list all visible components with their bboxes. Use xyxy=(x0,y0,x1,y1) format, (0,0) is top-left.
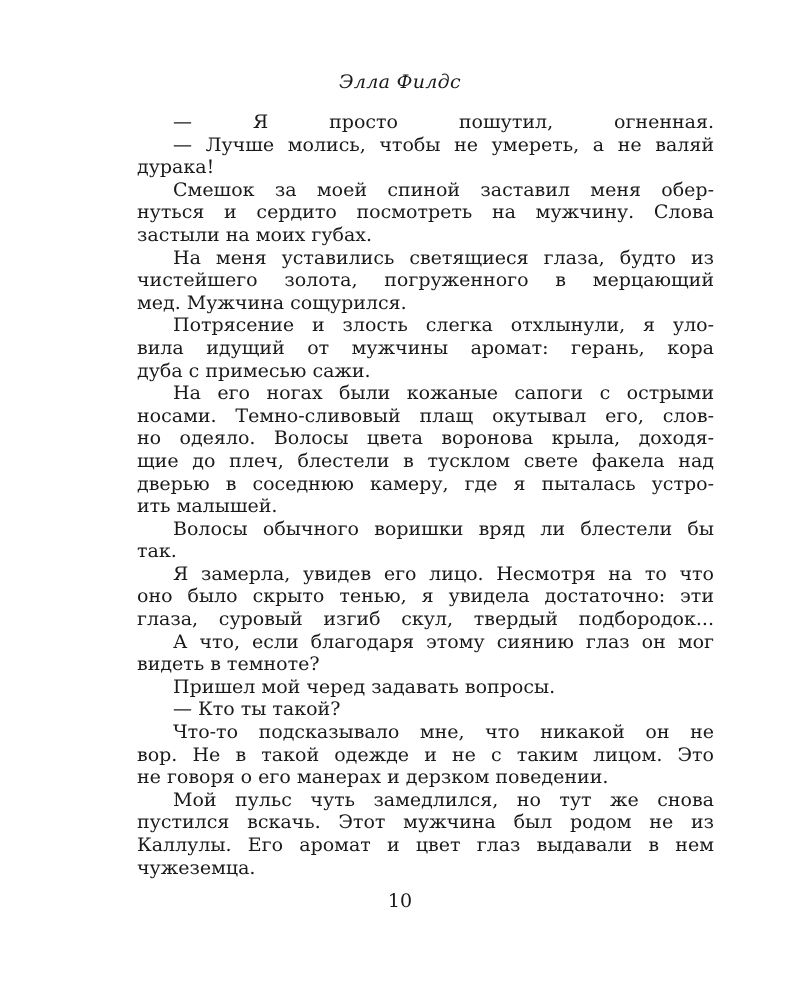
text-line: оно было скрыто тенью, я увидела достаточно: эти xyxy=(137,585,714,608)
text-line: вила идущий от мужчины аромат: герань, кора xyxy=(137,336,714,359)
text-line: — Кто ты такой? xyxy=(173,698,341,721)
text-line: — Лучше молись, чтобы не умереть, а не валяй xyxy=(173,133,714,156)
text-line: — Я просто пошутил, огненная. xyxy=(173,111,714,133)
text-line: На его ногах были кожаные сапоги с острыми xyxy=(173,382,714,405)
text-line: глаза, суровый изгиб скул, твердый подбородок... xyxy=(137,608,714,631)
text-line: видеть в темноте? xyxy=(137,653,320,676)
text-line: Смешок за моей спиной заставил меня обер- xyxy=(173,178,714,201)
text-line: дурака! xyxy=(137,156,215,179)
text-line: дверью в соседнюю камеру, где я пыталась устро- xyxy=(137,472,714,495)
text-line: чужеземца. xyxy=(137,856,256,879)
text-line: Потрясение и злость слегка отхлынули, я уло- xyxy=(173,314,714,337)
text-line: пустился вскачь. Этот мужчина был родом не из xyxy=(137,811,714,834)
text-line: носами. Темно-сливовый плащ окутывал его, слов- xyxy=(137,404,714,427)
text-line: На меня уставились светящиеся глаза, будто из xyxy=(173,246,714,269)
text-line: застыли на моих губах. xyxy=(137,223,373,246)
page-number: 10 xyxy=(387,890,413,912)
text-line: Что-то подсказывало мне, что никакой он не xyxy=(173,721,714,744)
text-line: щие до плеч, блестели в тусклом свете факела над xyxy=(137,449,714,472)
text-line: но одеяло. Волосы цвета воронова крыла, доходя- xyxy=(137,427,714,450)
text-line: дуба с примесью сажи. xyxy=(137,359,371,382)
text-line: нуться и сердито посмотреть на мужчину. Слова xyxy=(137,201,714,224)
text-line: чистейшего золота, погруженного в мерцающий xyxy=(137,269,714,292)
text-line: Каллулы. Его аромат и цвет глаз выдавали в нем xyxy=(137,834,714,856)
text-line: вор. Не в такой одежде и не с таким лицом. Это xyxy=(137,743,714,766)
text-line: А что, если благодаря этому сиянию глаз он мог xyxy=(173,630,714,653)
running-title: Элла Филдс xyxy=(339,71,461,93)
text-line: Пришел мой черед задавать вопросы. xyxy=(173,675,556,698)
text-line: Мой пульс чуть замедлился, но тут же снова xyxy=(173,788,714,811)
text-line: мед. Мужчина сощурился. xyxy=(137,291,407,314)
text-line: Волосы обычного воришки вряд ли блестели бы xyxy=(173,517,714,540)
text-line: не говоря о его манерах и дерзком поведении. xyxy=(137,766,609,789)
text-line: так. xyxy=(137,540,177,563)
body-text xyxy=(137,111,714,879)
text-line: ить малышей. xyxy=(137,495,278,518)
text-line: Я замерла, увидев его лицо. Несмотря на то что xyxy=(173,562,714,585)
